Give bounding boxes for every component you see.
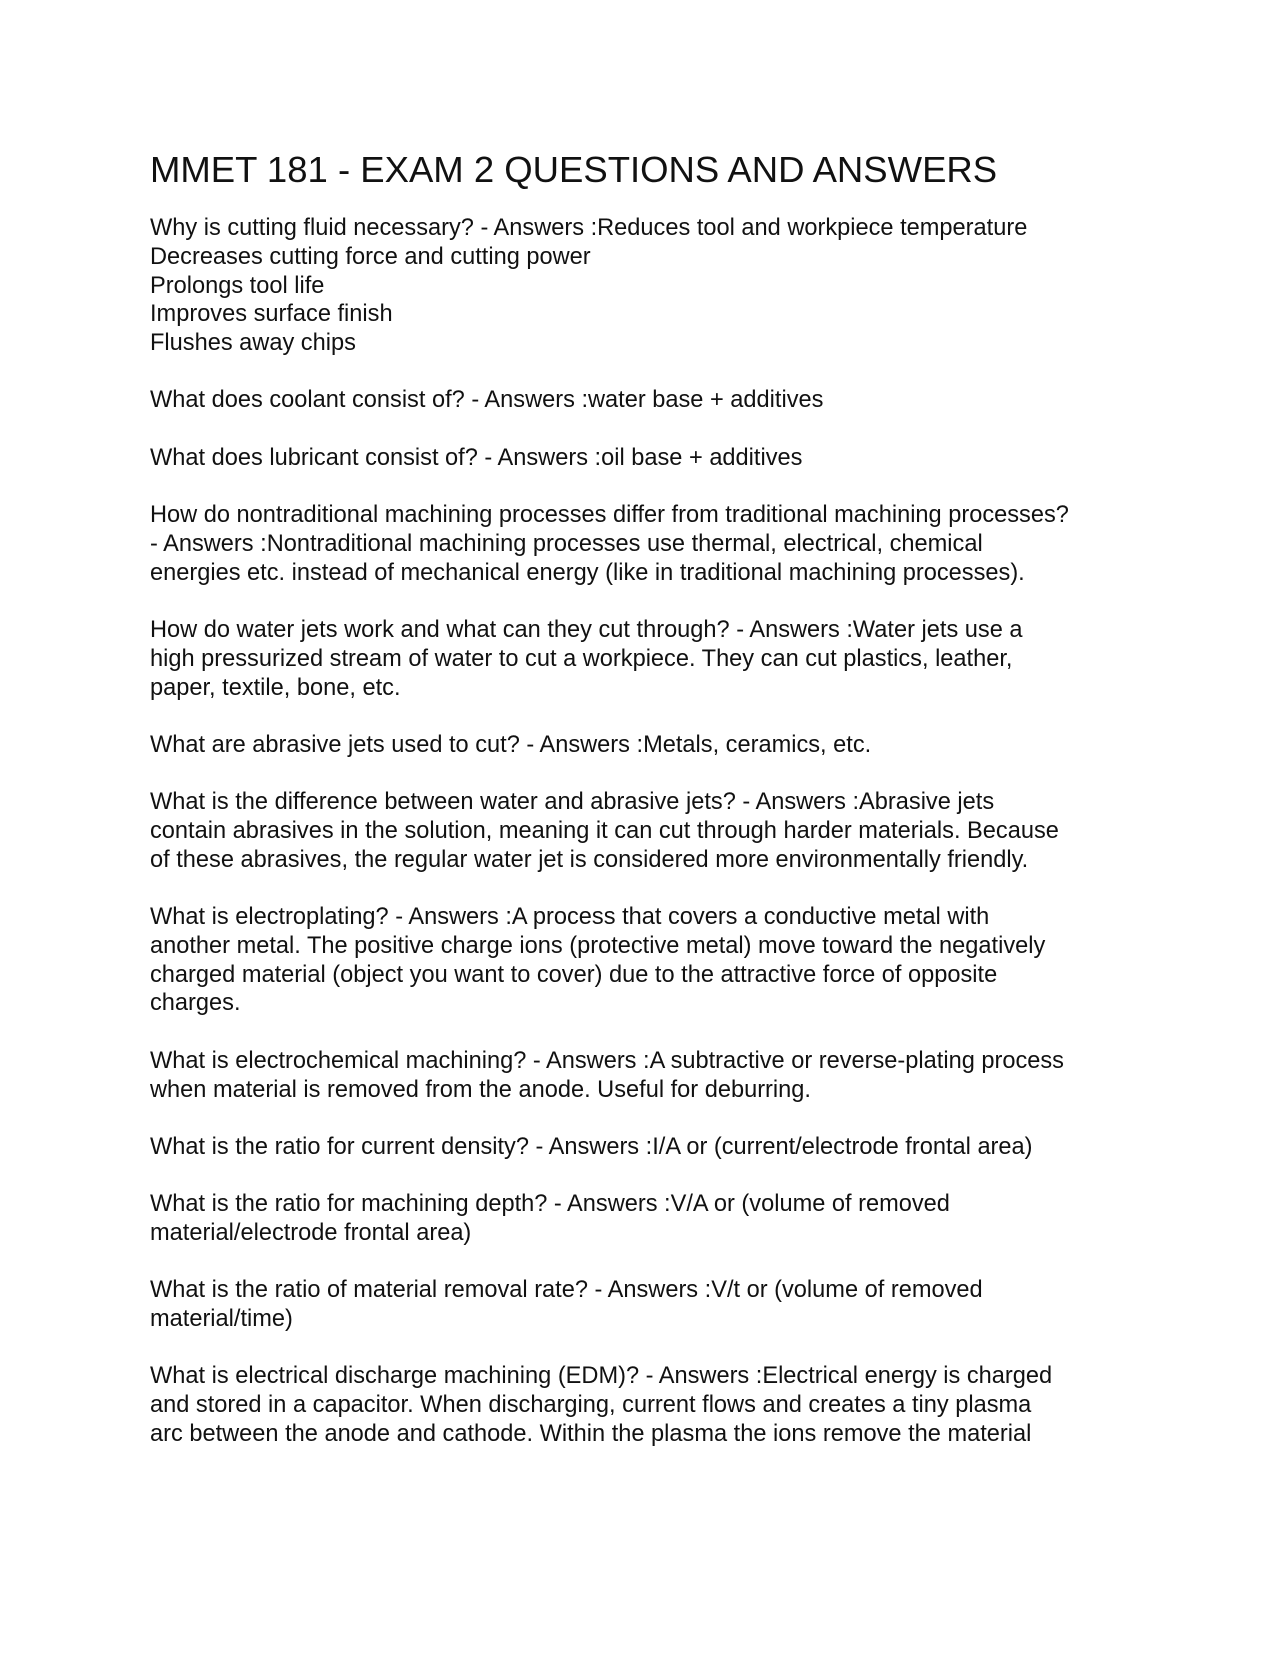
question-line: What is the ratio for machining depth? - Answers :V/A or (volume of removed: [150, 1191, 950, 1218]
answer-line: arc between the anode and cathode. Within the plasma the ions remove the material: [150, 1420, 1032, 1447]
answer-line: material/electrode frontal area): [150, 1219, 472, 1246]
document-title: MMET 181 - EXAM 2 QUESTIONS AND ANSWERS: [150, 149, 998, 190]
question-line: How do water jets work and what can they cut through? - Answers :Water jets use a: [150, 616, 1023, 643]
answer-line: paper, textile, bone, etc.: [150, 674, 401, 701]
document-page: [150, 148, 1150, 1477]
qa-entry: [150, 214, 1150, 358]
answer-line: Improves surface finish: [150, 301, 393, 328]
qa-entry: [150, 1362, 1150, 1448]
question-line: How do nontraditional machining processes differ from traditional machining processes?: [150, 502, 1069, 529]
qa-list: [150, 214, 1150, 1449]
answer-line: Flushes away chips: [150, 330, 356, 357]
qa-entry: [150, 616, 1150, 702]
answer-line: when material is removed from the anode. Useful for deburring.: [150, 1076, 811, 1103]
qa-entry: [150, 501, 1150, 587]
answer-line: of these abrasives, the regular water jet is considered more environmentally friendly.: [150, 846, 1029, 873]
question-line: What are abrasive jets used to cut? - Answers :Metals, ceramics, etc.: [150, 731, 872, 758]
answer-line: and stored in a capacitor. When discharging, current flows and creates a tiny plasma: [150, 1392, 1032, 1419]
qa-entry: [150, 444, 1150, 473]
answer-line: energies etc. instead of mechanical energy (like in traditional machining processes).: [150, 559, 1025, 586]
qa-entry: [150, 1276, 1150, 1334]
question-line: What is the ratio for current density? - Answers :I/A or (current/electrode frontal area): [150, 1133, 1033, 1160]
question-line: What does coolant consist of? - Answers :water base + additives: [150, 387, 824, 414]
qa-entry: [150, 903, 1150, 1018]
answer-line: charged material (object you want to cover) due to the attractive force of opposite: [150, 961, 998, 988]
qa-entry: [150, 788, 1150, 874]
answer-line: - Answers :Nontraditional machining processes use thermal, electrical, chemical: [150, 530, 983, 557]
answer-line: material/time): [150, 1306, 293, 1333]
answer-line: contain abrasives in the solution, meaning it can cut through harder materials. Because: [150, 817, 1059, 844]
answer-line: another metal. The positive charge ions (protective metal) move toward the negatively: [150, 932, 1046, 959]
question-line: What does lubricant consist of? - Answers :oil base + additives: [150, 444, 803, 471]
qa-entry: [150, 1190, 1150, 1248]
question-line: What is electroplating? - Answers :A process that covers a conductive metal with: [150, 904, 990, 931]
question-line: What is the difference between water and abrasive jets? - Answers :Abrasive jets: [150, 789, 995, 816]
qa-entry: [150, 731, 1150, 760]
answer-line: Decreases cutting force and cutting power: [150, 243, 591, 270]
question-line: What is electrical discharge machining (EDM)? - Answers :Electrical energy is charged: [150, 1363, 1053, 1390]
question-line: What is electrochemical machining? - Answers :A subtractive or reverse-plating process: [150, 1047, 1064, 1074]
question-line: Why is cutting fluid necessary? - Answers :Reduces tool and workpiece temperature: [150, 215, 1028, 241]
qa-entry: [150, 1133, 1150, 1162]
answer-line: charges.: [150, 990, 241, 1017]
answer-line: high pressurized stream of water to cut a workpiece. They can cut plastics, leather,: [150, 645, 1013, 672]
answer-line: Prolongs tool life: [150, 272, 325, 299]
qa-entry: [150, 386, 1150, 415]
qa-entry: [150, 1047, 1150, 1105]
question-line: What is the ratio of material removal rate? - Answers :V/t or (volume of removed: [150, 1277, 983, 1304]
